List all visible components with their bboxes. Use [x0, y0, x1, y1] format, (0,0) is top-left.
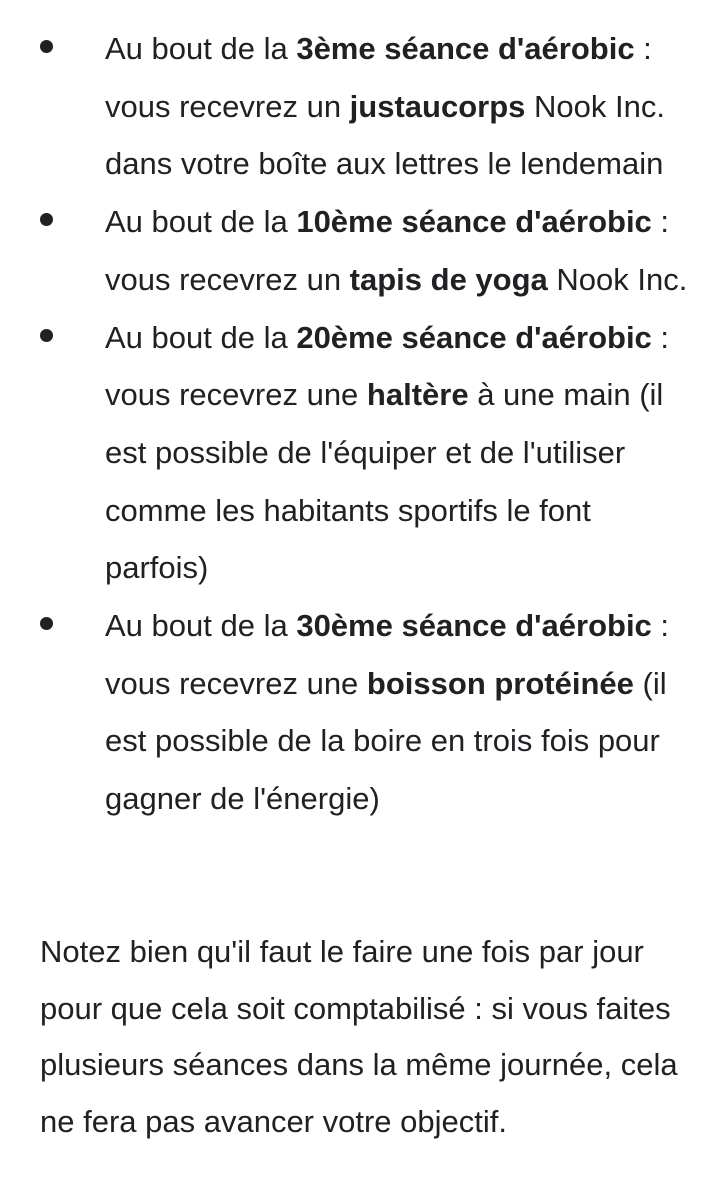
session-label: 30ème séance d'aérobic — [296, 608, 652, 644]
item-prefix: Au bout de la — [105, 319, 297, 355]
item-suffix: (il est possible de la boire en trois fois pour gagner de l'énergie) — [105, 665, 667, 817]
reward-name: haltère — [366, 377, 469, 413]
bullet-icon — [40, 213, 53, 226]
reward-list — [0, 20, 718, 828]
item-middle: : vous recevrez une — [105, 608, 670, 701]
list-item — [0, 193, 718, 308]
list-item — [0, 597, 718, 828]
bullet-icon — [40, 40, 53, 53]
bullet-icon — [40, 329, 53, 342]
reward-name: tapis de yoga — [349, 261, 548, 297]
session-label: 3ème séance d'aérobic — [296, 31, 635, 66]
session-label: 20ème séance d'aérobic — [296, 319, 652, 355]
list-item — [0, 309, 718, 598]
item-prefix: Au bout de la — [105, 608, 297, 644]
session-label: 10ème séance d'aérobic — [296, 204, 652, 240]
item-middle: : vous recevrez une — [105, 319, 670, 413]
item-middle: : vous recevrez un — [105, 31, 652, 124]
item-suffix: Nook Inc. dans votre boîte aux lettres le lendemain — [105, 88, 665, 182]
bullet-icon — [40, 617, 53, 630]
item-suffix: Nook Inc. — [547, 261, 688, 297]
item-prefix: Au bout de la — [105, 204, 297, 240]
item-suffix: à une main (il est possible de l'équiper et de l'utiliser comme les habitants sportifs le font parfois) — [105, 377, 664, 586]
item-middle: : vous recevrez un — [105, 204, 670, 297]
item-prefix: Au bout de la — [105, 31, 297, 66]
reward-name: boisson protéinée — [366, 665, 634, 701]
reward-name: justaucorps — [349, 88, 526, 124]
note-paragraph: Notez bien qu'il faut le faire une fois par jour pour que cela soit comptabilisé : si vous faites plusieurs séances dans la même journée, cela ne fera pas avancer votre objectif. — [40, 934, 678, 1139]
list-item — [0, 20, 718, 193]
